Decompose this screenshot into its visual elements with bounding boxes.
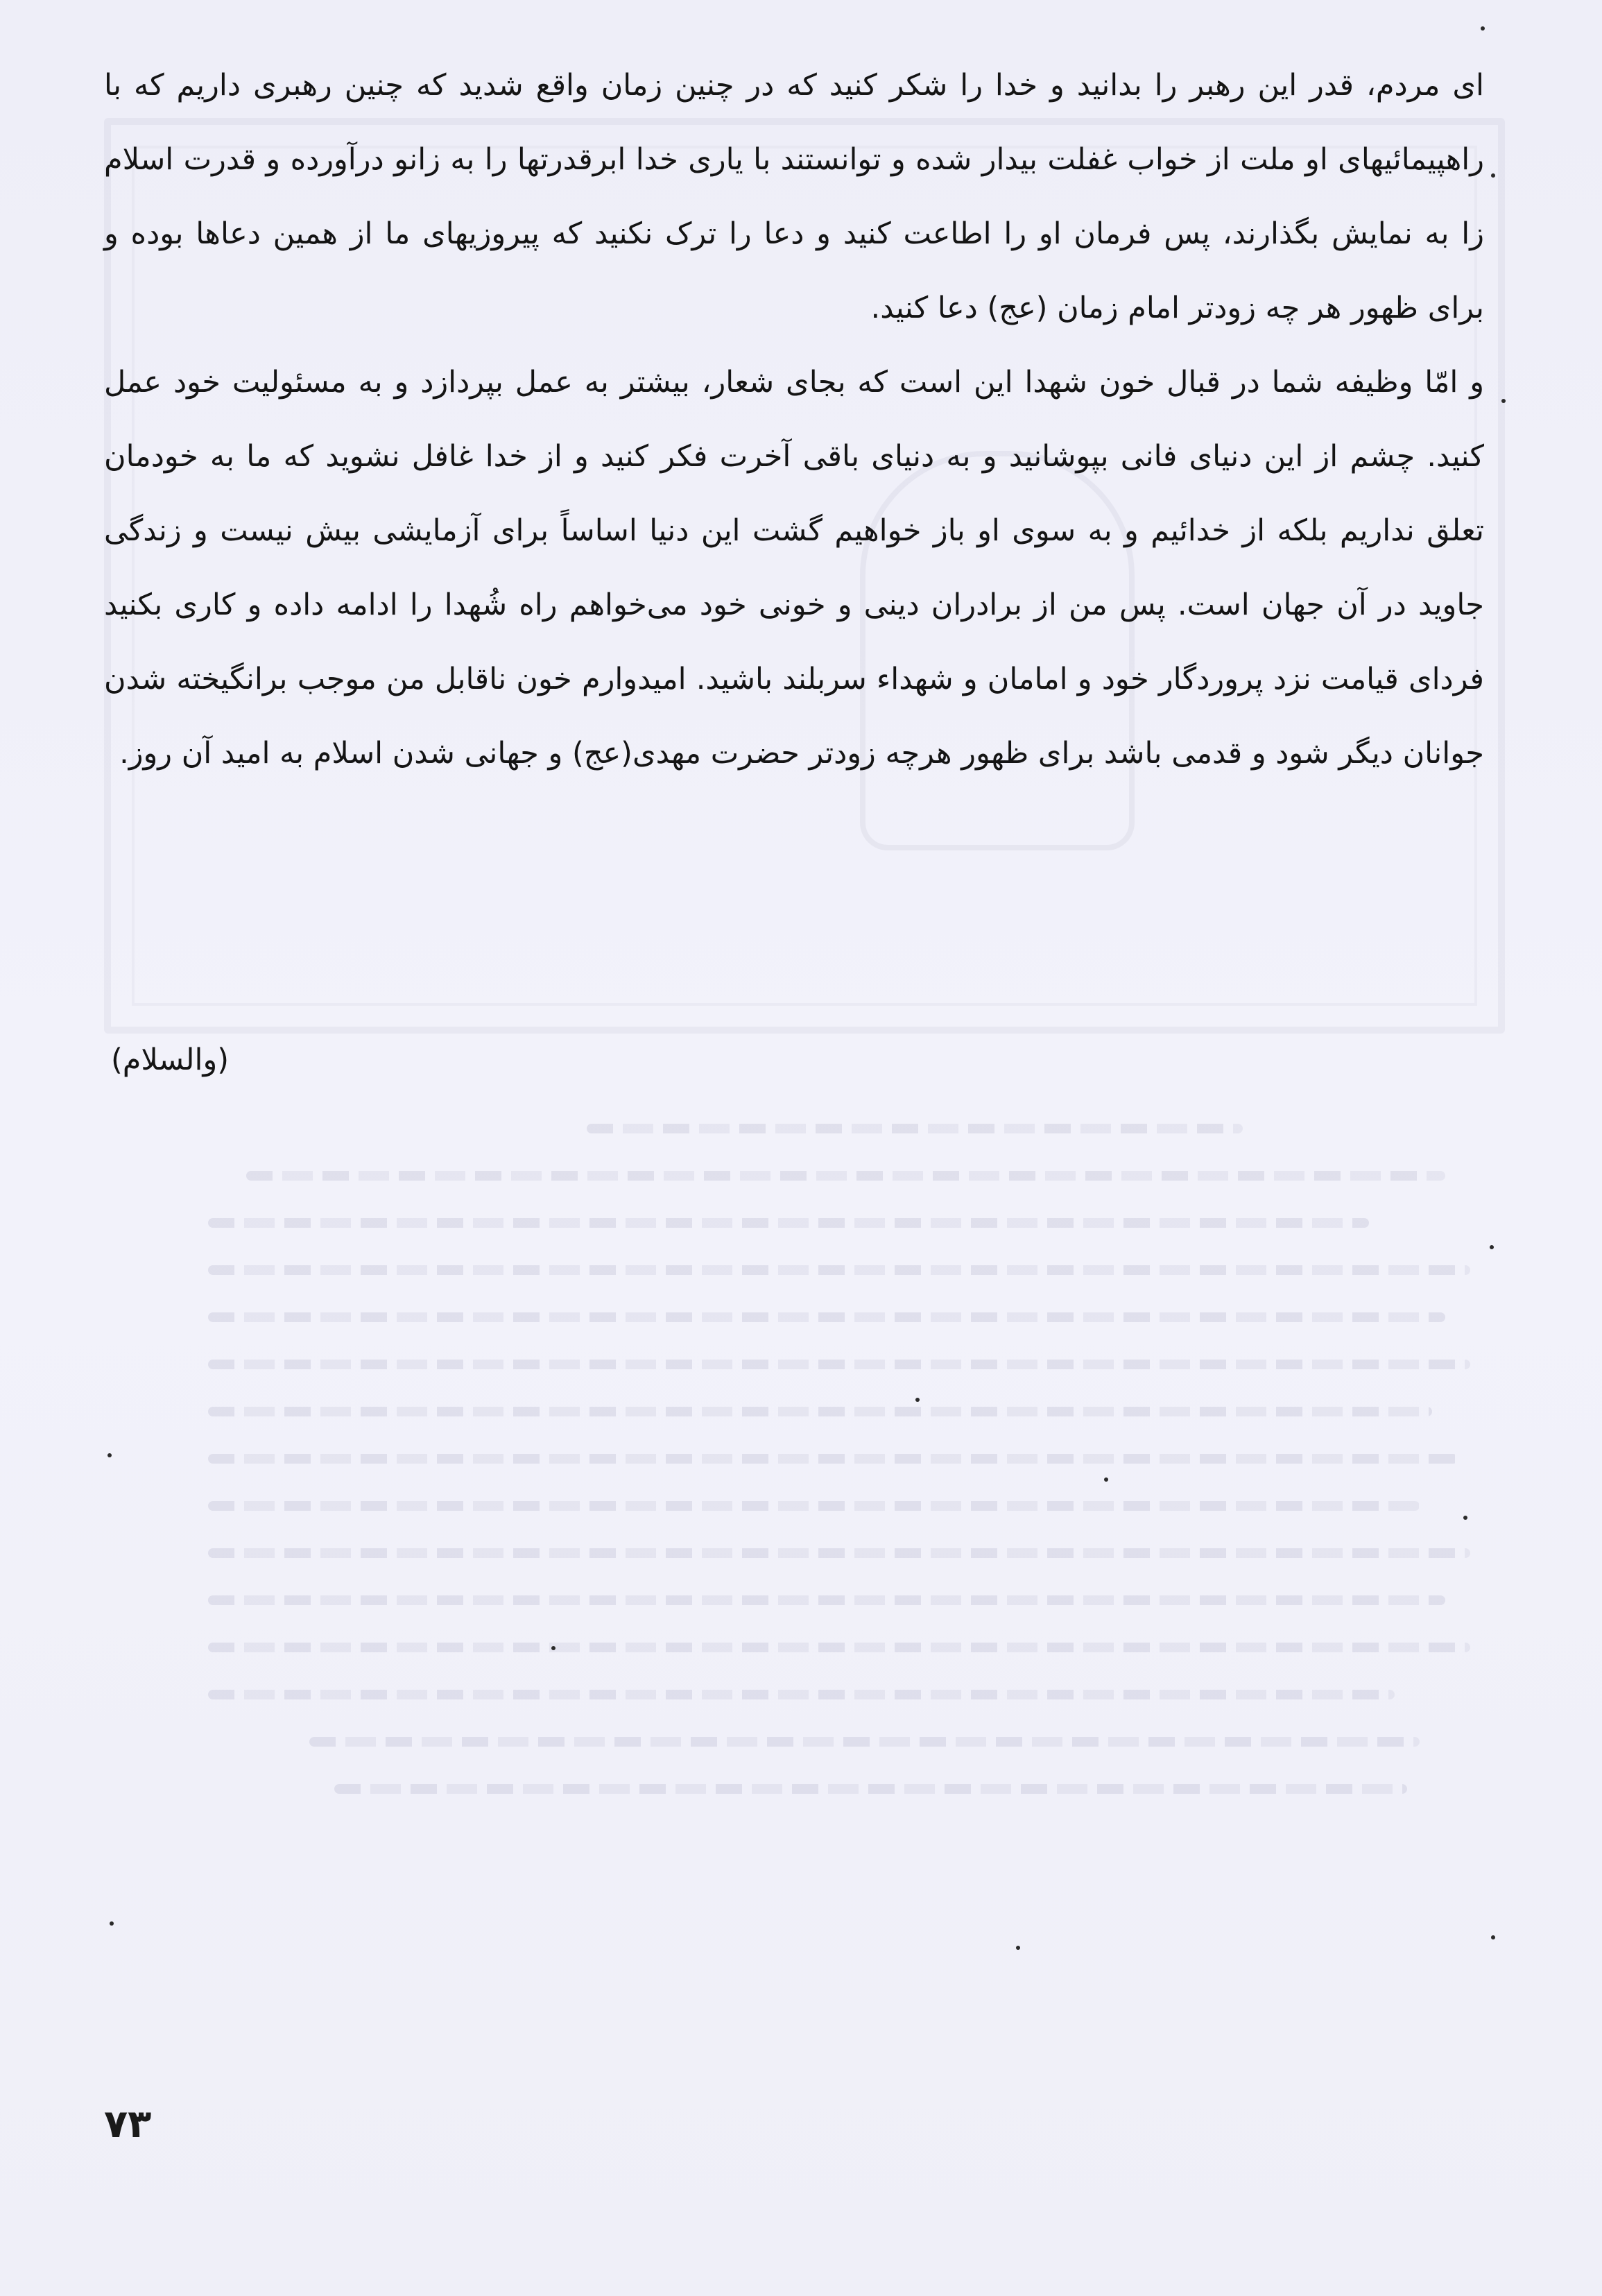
letter-body [104,49,1484,791]
bleed-line [208,1643,1470,1652]
speck [110,1921,114,1926]
bleed-line [208,1595,1445,1605]
bleed-through-handwriting [208,1124,1470,1831]
bleed-line [208,1360,1470,1369]
page-number: ۷۳ [104,2102,152,2147]
speck [1491,173,1495,178]
speck [551,1646,555,1650]
speck [1491,1935,1495,1939]
bleed-line [208,1407,1432,1416]
speck [1501,399,1506,403]
paragraph-1: ای مردم، قدر این رهبر را بدانید و خدا را شکر کنید که در چنین زمان واقع شدید که چنین رهبری داریم که با راهپیمائیهای او ملت از خواب غفلت بیدار شده و توانستند با یاری خدا ابرقدرتها را به زانو درآورده و قدرت اسلام زا به نمایش بگذارند، پس فرمان او را اطاعت کنید و دعا را ترک نکنید که پیروزیهای ما از همین دعاها بوده و برای ظهور هر چه زودتر امام زمان (عج) دعا کنید. [104,68,1484,325]
bleed-line [208,1312,1445,1322]
bleed-line [587,1124,1243,1133]
bleed-line [208,1690,1395,1699]
speck [1481,26,1485,31]
closing-salutation: (والسلام) [111,1043,230,1077]
speck [107,1453,112,1457]
bleed-line [246,1171,1445,1181]
speck [1104,1477,1108,1482]
speck [915,1398,920,1402]
bleed-line [208,1454,1458,1464]
bleed-line [208,1265,1470,1275]
speck [1490,1245,1494,1249]
bleed-line [309,1737,1420,1747]
bleed-line [208,1501,1420,1511]
bleed-line [208,1548,1470,1558]
speck [1016,1946,1020,1950]
speck [1463,1516,1467,1520]
bleed-line [334,1784,1407,1794]
paragraph-2: و امّا وظیفه شما در قبال خون شهدا این است که بجای شعار، بیشتر به عمل بپردازد و به مسئولیت خود عمل کنید. چشم از این دنیای فانی بپوشانید و به دنیای باقی آخرت فکر کنید و از خدا غافل نشوید که ما به خودمان تعلق نداریم بلکه از خدائیم و به سوی او باز خواهیم گشت این دنیا اساساً برای آزمایشی بیش نیست و زندگی جاوید در آن جهان است. پس من از برادران دینی و خونی خود می‌خواهم راه شُهدا را ادامه داده و کاری بکنید فردای قیامت نزد پروردگار خود و امامان و شهداء سربلند باشید. امیدوارم خون ناقابل من موجب برانگیخته شدن جوانان دیگر شود و قدمی باشد برای ظهور هرچه زودتر حضرت مهدی(عج) و جهانی شدن اسلام به امید آن روز. [104,365,1484,771]
bleed-line [208,1218,1369,1228]
